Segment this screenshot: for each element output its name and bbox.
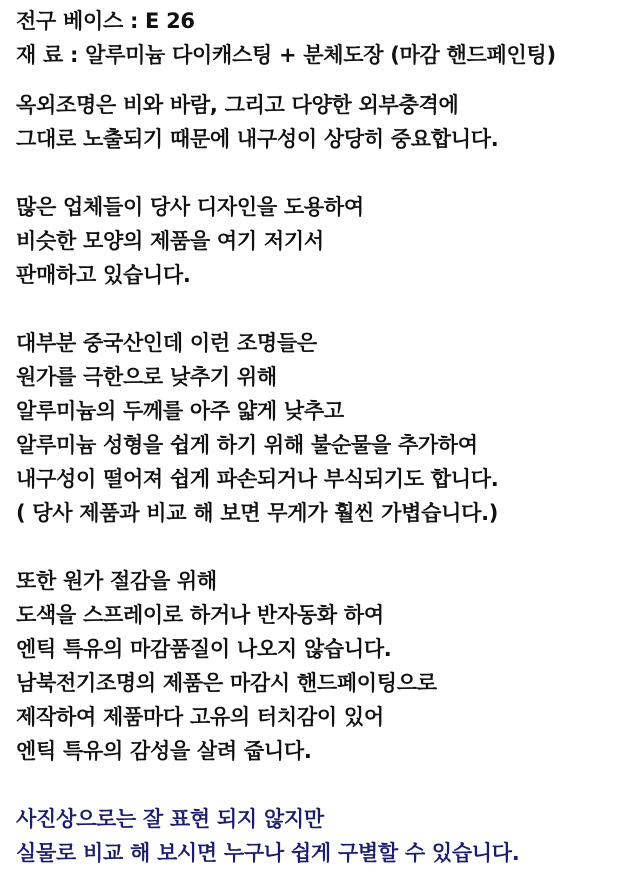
text-line: 비슷한 모양의 제품을 여기 저기서 — [16, 229, 324, 253]
text-line: 그대로 노출되기 때문에 내구성이 상당히 중요합니다. — [16, 127, 499, 151]
text-line: 원가를 극한으로 낮추기 위해 — [16, 365, 277, 389]
paragraph-quality — [16, 326, 631, 530]
product-description — [16, 0, 631, 870]
highlight-line: 사진상으로는 잘 표현 되지 않지만 — [16, 807, 324, 831]
highlight-line: 실물로 비교 해 보시면 누구나 쉽게 구별할 수 있습니다. — [16, 841, 520, 865]
text-line: 남북전기조명의 제품은 마감시 핸드페이팅으로 — [16, 671, 437, 695]
text-line: ( 당사 제품과 비교 해 보면 무게가 훨씬 가볍습니다.) — [16, 501, 499, 525]
spec-base: 전구 베이스 : E 26 — [16, 9, 195, 33]
text-line: 많은 업체들이 당사 디자인을 도용하여 — [16, 195, 364, 219]
text-line: 알루미늄의 두께를 아주 얇게 낮추고 — [16, 399, 344, 423]
text-line: 또한 원가 절감을 위해 — [16, 569, 217, 593]
text-line: 엔틱 특유의 감성을 살려 줍니다. — [16, 739, 312, 763]
text-line: 대부분 중국산인데 이런 조명들은 — [16, 331, 317, 355]
text-line: 도색을 스프레이로 하거나 반자동화 하여 — [16, 603, 384, 627]
text-line: 제작하여 제품마다 고유의 터치감이 있어 — [16, 705, 384, 729]
spec-header — [16, 4, 631, 72]
paragraph-highlight — [16, 802, 631, 870]
text-line: 알루미늄 성형을 쉽게 하기 위해 불순물을 추가하여 — [16, 433, 478, 457]
paragraph-copies — [16, 190, 631, 292]
text-line: 판매하고 있습니다. — [16, 263, 191, 287]
paragraph-finish — [16, 564, 631, 768]
spec-material: 재 료 : 알루미늄 다이캐스팅 + 분체도장 (마감 핸드페인팅) — [16, 43, 556, 67]
text-line: 엔틱 특유의 마감품질이 나오지 않습니다. — [16, 637, 392, 661]
text-line: 내구성이 떨어져 쉽게 파손되거나 부식되기도 합니다. — [16, 467, 499, 491]
text-line: 옥외조명은 비와 바람, 그리고 다양한 외부충격에 — [16, 93, 459, 117]
paragraph-durability — [16, 88, 631, 156]
